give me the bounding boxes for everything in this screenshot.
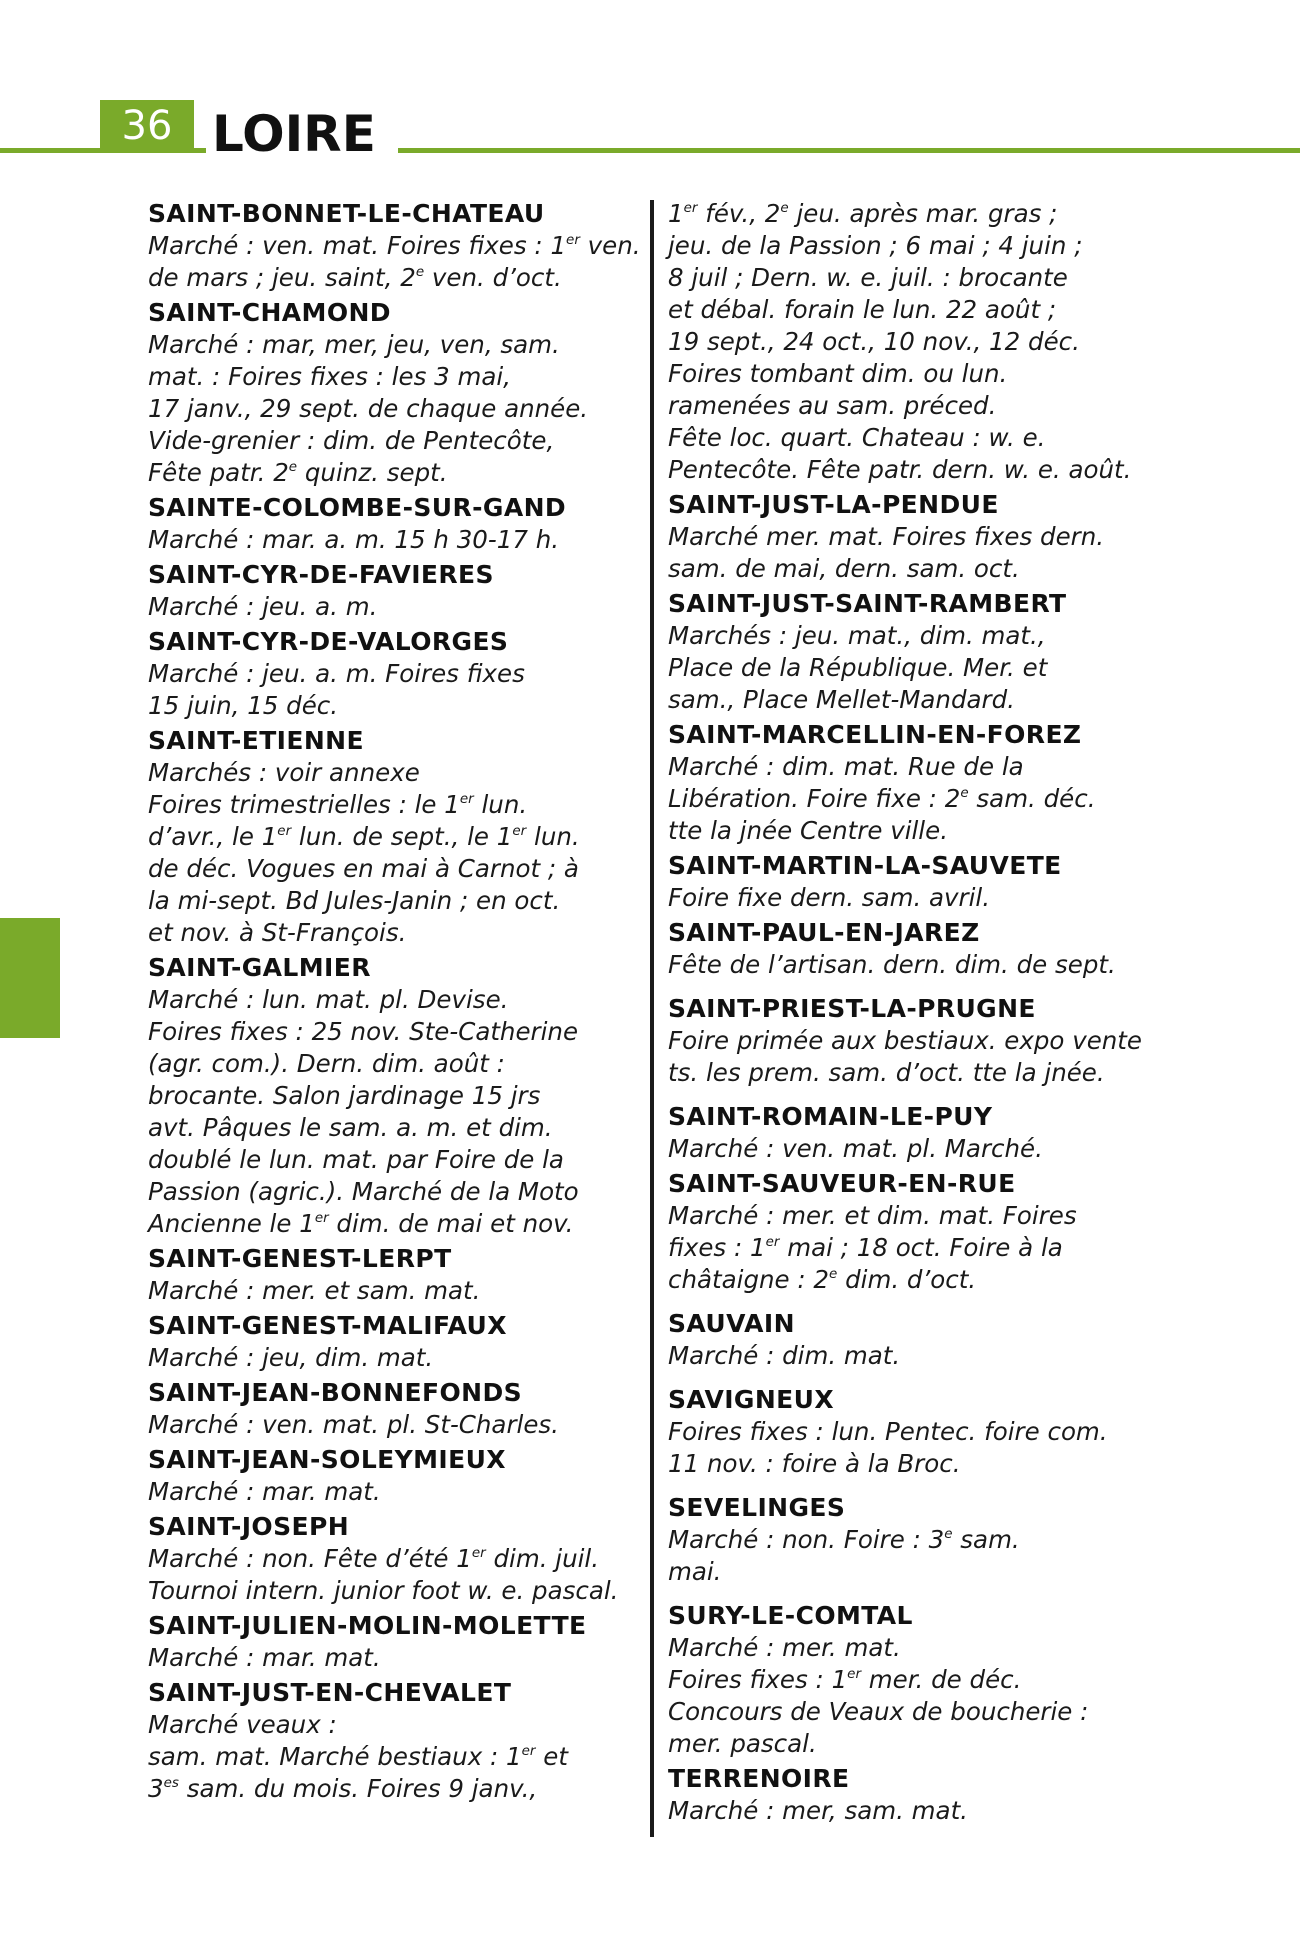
detail-line: Marché : ven. mat. pl. St-Charles.	[148, 1410, 559, 1439]
detail-line: Marché mer. mat. Foires fixes dern.	[668, 522, 1105, 551]
town-name: SAUVAIN	[668, 1309, 795, 1338]
town-name: SAINT-MARCELLIN-EN-FOREZ	[668, 720, 1082, 749]
listing-entry	[148, 1610, 642, 1674]
detail-line: Pentecôte. Fête patr. dern. w. e. août.	[668, 455, 1132, 484]
market-details	[148, 1543, 642, 1607]
listing-entry	[148, 1377, 642, 1441]
town-name: SAINT-CYR-DE-FAVIERES	[148, 560, 494, 589]
town-name: SAINTE-COLOMBE-SUR-GAND	[148, 493, 567, 522]
listing-entry	[668, 1384, 1168, 1480]
town-name: SAINT-GALMIER	[148, 953, 371, 982]
market-details	[668, 521, 1168, 585]
town-name: SAINT-SAUVEUR-EN-RUE	[668, 1169, 1016, 1198]
detail-line: brocante. Salon jardinage 15 jrs	[148, 1081, 541, 1110]
market-details	[148, 329, 642, 489]
listing-entry	[148, 626, 642, 722]
listing-entry	[668, 198, 1168, 486]
detail-line: Foire fixe dern. sam. avril.	[668, 883, 991, 912]
detail-line: et débal. forain le lun. 22 août ;	[668, 295, 1057, 324]
town-name: SAINT-JEAN-BONNEFONDS	[148, 1378, 523, 1407]
detail-line: (agr. com.). Dern. dim. août :	[148, 1049, 505, 1078]
detail-line: sam. mat. Marché bestiaux : 1er et	[148, 1742, 568, 1771]
market-details	[668, 620, 1168, 716]
market-details	[148, 1709, 642, 1805]
listing-entry	[668, 719, 1168, 847]
listing-entry	[148, 952, 642, 1240]
listing-entry	[148, 725, 642, 949]
listing-entry	[668, 588, 1168, 716]
listing-entry	[148, 559, 642, 623]
detail-line: Marché veaux :	[148, 1710, 337, 1739]
market-details	[148, 658, 642, 722]
detail-line: Foires fixes : lun. Pentec. foire com.	[668, 1417, 1108, 1446]
detail-line: Marché : dim. mat.	[668, 1341, 901, 1370]
listing-entry	[148, 1243, 642, 1307]
section-tab-marker	[0, 918, 60, 1038]
detail-line: mer. pascal.	[668, 1729, 817, 1758]
market-details	[668, 1795, 1168, 1827]
market-details	[148, 1342, 642, 1374]
market-details	[668, 1524, 1168, 1588]
market-details	[148, 1409, 642, 1441]
detail-line: Marché : jeu, dim. mat.	[148, 1343, 434, 1372]
detail-line: Ancienne le 1er dim. de mai et nov.	[148, 1209, 574, 1238]
detail-line: Passion (agric.). Marché de la Moto	[148, 1177, 579, 1206]
listing-entry	[668, 850, 1168, 914]
detail-line: Marché : non. Foire : 3e sam.	[668, 1525, 1020, 1554]
listing-entry	[668, 489, 1168, 585]
town-name: SURY-LE-COMTAL	[668, 1601, 913, 1630]
listing-entry	[668, 1101, 1168, 1165]
detail-line: Concours de Veaux de boucherie :	[668, 1697, 1089, 1726]
detail-line: Foires tombant dim. ou lun.	[668, 359, 1008, 388]
market-details	[148, 230, 642, 294]
market-details	[148, 1275, 642, 1307]
detail-line: Marché : mar. mat.	[148, 1643, 381, 1672]
detail-line: Marché : mer. mat.	[668, 1633, 901, 1662]
town-name: SAINT-JULIEN-MOLIN-MOLETTE	[148, 1611, 587, 1640]
listing-entry	[668, 1308, 1168, 1372]
left-column	[148, 198, 642, 1808]
detail-line: 11 nov. : foire à la Broc.	[668, 1449, 961, 1478]
detail-line: fixes : 1er mai ; 18 oct. Foire à la	[668, 1233, 1063, 1262]
market-details	[668, 1133, 1168, 1165]
listing-entry	[668, 1763, 1168, 1827]
town-name: SAINT-GENEST-MALIFAUX	[148, 1311, 507, 1340]
detail-line: Marché : jeu. a. m. Foires fixes	[148, 659, 525, 688]
detail-line: Vide-grenier : dim. de Pentecôte,	[148, 426, 555, 455]
detail-line: Marché : mer. et dim. mat. Foires	[668, 1201, 1077, 1230]
town-name: SAINT-GENEST-LERPT	[148, 1244, 452, 1273]
detail-line: Marchés : jeu. mat., dim. mat.,	[668, 621, 1046, 650]
detail-line: Marché : lun. mat. pl. Devise.	[148, 985, 509, 1014]
market-details	[668, 1340, 1168, 1372]
listing-entry	[148, 1444, 642, 1508]
listing-entry	[668, 1492, 1168, 1588]
detail-line: et nov. à St-François.	[148, 918, 407, 947]
listing-entry	[148, 1310, 642, 1374]
detail-line: Place de la République. Mer. et	[668, 653, 1048, 682]
detail-line: Marché : mar. mat.	[148, 1477, 381, 1506]
detail-line: Marché : ven. mat. Foires fixes : 1er ven.	[148, 231, 641, 260]
market-details	[668, 1416, 1168, 1480]
town-name: SEVELINGES	[668, 1493, 846, 1522]
column-divider	[650, 200, 654, 1837]
detail-line: sam. de mai, dern. sam. oct.	[668, 554, 1020, 583]
listing-entry	[668, 993, 1168, 1089]
town-name: SAINT-JUST-LA-PENDUE	[668, 490, 999, 519]
market-details	[668, 751, 1168, 847]
detail-line: de déc. Vogues en mai à Carnot ; à	[148, 854, 579, 883]
detail-line: 1er fév., 2e jeu. après mar. gras ;	[668, 199, 1058, 228]
market-details	[148, 757, 642, 949]
market-details	[148, 1476, 642, 1508]
market-details	[148, 984, 642, 1240]
detail-line: Foires fixes : 25 nov. Ste-Catherine	[148, 1017, 579, 1046]
market-details	[148, 524, 642, 556]
detail-line: Foires trimestrielles : le 1er lun.	[148, 790, 528, 819]
town-name: SAINT-PAUL-EN-JAREZ	[668, 918, 980, 947]
detail-line: Fête patr. 2e quinz. sept.	[148, 458, 448, 487]
detail-line: de mars ; jeu. saint, 2e ven. d’oct.	[148, 263, 562, 292]
detail-line: mai.	[668, 1557, 722, 1586]
listing-entry	[148, 198, 642, 294]
detail-line: Marchés : voir annexe	[148, 758, 420, 787]
page-number: 36	[100, 100, 194, 153]
detail-line: Marché : mer. et sam. mat.	[148, 1276, 481, 1305]
market-details	[668, 949, 1168, 981]
town-name: SAINT-ETIENNE	[148, 726, 364, 755]
market-details	[668, 1200, 1168, 1296]
detail-line: mat. : Foires fixes : les 3 mai,	[148, 362, 511, 391]
listing-entry	[148, 1511, 642, 1607]
detail-line: doublé le lun. mat. par Foire de la	[148, 1145, 564, 1174]
listing-entry	[668, 917, 1168, 981]
detail-line: Marché : ven. mat. pl. Marché.	[668, 1134, 1043, 1163]
header-rule	[0, 148, 1300, 153]
detail-line: Tournoi intern. junior foot w. e. pascal.	[148, 1576, 619, 1605]
detail-line: la mi-sept. Bd Jules-Janin ; en oct.	[148, 886, 561, 915]
detail-line: 15 juin, 15 déc.	[148, 691, 339, 720]
listing-entry	[668, 1168, 1168, 1296]
listing-entry	[668, 1600, 1168, 1760]
listing-entry	[148, 297, 642, 489]
market-details	[668, 1025, 1168, 1089]
detail-line: Marché : mer, sam. mat.	[668, 1796, 968, 1825]
detail-line: d’avr., le 1er lun. de sept., le 1er lun.	[148, 822, 580, 851]
detail-line: Fête loc. quart. Chateau : w. e.	[668, 423, 1046, 452]
detail-line: châtaigne : 2e dim. d’oct.	[668, 1265, 977, 1294]
listing-entry	[148, 1677, 642, 1805]
town-name: SAVIGNEUX	[668, 1385, 835, 1414]
detail-line: ramenées au sam. préced.	[668, 391, 997, 420]
town-name: TERRENOIRE	[668, 1764, 850, 1793]
town-name: SAINT-CYR-DE-VALORGES	[148, 627, 509, 656]
town-name: SAINT-BONNET-LE-CHATEAU	[148, 199, 545, 228]
detail-line: Foire primée aux bestiaux. expo vente	[668, 1026, 1142, 1055]
detail-line: Marché : mar. a. m. 15 h 30-17 h.	[148, 525, 560, 554]
detail-line: Marché : jeu. a. m.	[148, 592, 378, 621]
detail-line: sam., Place Mellet-Mandard.	[668, 685, 1015, 714]
detail-line: Marché : mar, mer, jeu, ven, sam.	[148, 330, 560, 359]
detail-line: Marché : dim. mat. Rue de la	[668, 752, 1024, 781]
detail-line: 17 janv., 29 sept. de chaque année.	[148, 394, 589, 423]
market-details	[668, 198, 1168, 486]
town-name: SAINT-JOSEPH	[148, 1512, 350, 1541]
town-name: SAINT-PRIEST-LA-PRUGNE	[668, 994, 1036, 1023]
detail-line: Fête de l’artisan. dern. dim. de sept.	[668, 950, 1116, 979]
town-name: SAINT-CHAMOND	[148, 298, 391, 327]
detail-line: ts. les prem. sam. d’oct. tte la jnée.	[668, 1058, 1105, 1087]
detail-line: $3^{es}$ sam. du mois. Foires 9 janv.,	[148, 1774, 538, 1803]
detail-line: 19 sept., 24 oct., 10 nov., 12 déc.	[668, 327, 1080, 356]
detail-line: Foires fixes : 1er mer. de déc.	[668, 1665, 1022, 1694]
detail-line: jeu. de la Passion ; 6 mai ; 4 juin ;	[668, 231, 1083, 260]
page-title: LOIRE	[206, 104, 398, 164]
town-name: SAINT-MARTIN-LA-SAUVETE	[668, 851, 1062, 880]
listing-entry	[148, 492, 642, 556]
detail-line: avt. Pâques le sam. a. m. et dim.	[148, 1113, 553, 1142]
right-column	[668, 198, 1168, 1830]
market-details	[148, 1642, 642, 1674]
detail-line: Libération. Foire fixe : 2e sam. déc.	[668, 784, 1096, 813]
town-name: SAINT-JUST-EN-CHEVALET	[148, 1678, 512, 1707]
town-name: SAINT-JEAN-SOLEYMIEUX	[148, 1445, 506, 1474]
market-details	[148, 591, 642, 623]
detail-line: Marché : non. Fête d’été 1er dim. juil.	[148, 1544, 600, 1573]
town-name: SAINT-JUST-SAINT-RAMBERT	[668, 589, 1067, 618]
town-name: SAINT-ROMAIN-LE-PUY	[668, 1102, 993, 1131]
detail-line: 8 juil ; Dern. w. e. juil. : brocante	[668, 263, 1068, 292]
detail-line: tte la jnée Centre ville.	[668, 816, 948, 845]
market-details	[668, 1632, 1168, 1760]
market-details	[668, 882, 1168, 914]
